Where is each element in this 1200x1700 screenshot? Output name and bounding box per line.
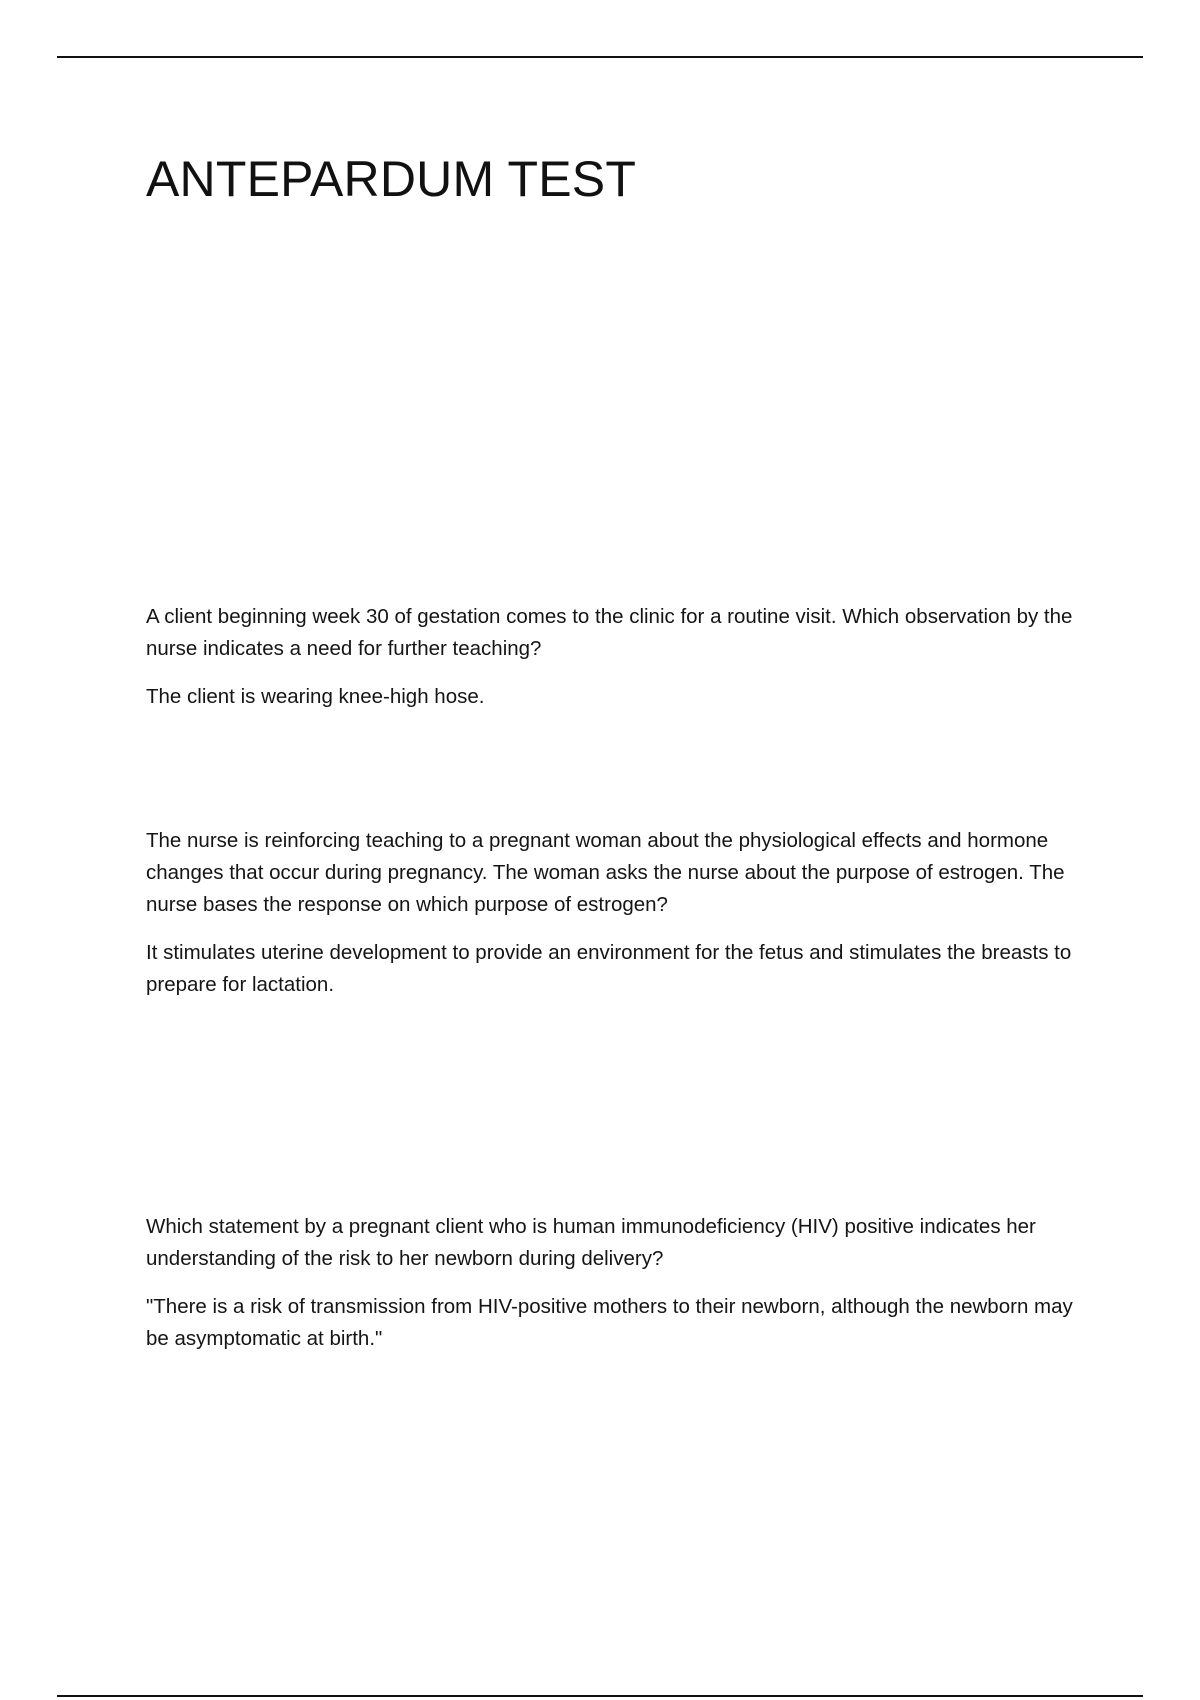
- question-text: A client beginning week 30 of gestation comes to the clinic for a routine visit. Which observation by the nurse indicates a need for further teaching?: [146, 605, 1073, 660]
- question-text: The nurse is reinforcing teaching to a pregnant woman about the physiological effects and hormone changes that occur during pregnancy. The woman asks the nurse about the purpose of estrogen. The nurse bases the response on which purpose of estrogen?: [146, 829, 1065, 916]
- bottom-divider: [57, 1695, 1143, 1697]
- page-title: ANTEPARDUM TEST: [146, 151, 637, 207]
- question-block: [146, 1211, 1086, 1355]
- answer-text: "There is a risk of transmission from HIV-positive mothers to their newborn, although the newborn may be asymptomatic at birth.": [146, 1295, 1073, 1350]
- answer-text: The client is wearing knee-high hose.: [146, 685, 485, 708]
- question-text: Which statement by a pregnant client who is human immunodeficiency (HIV) positive indicates her understanding of the risk to her newborn during delivery?: [146, 1215, 1036, 1270]
- answer-text: It stimulates uterine development to provide an environment for the fetus and stimulates the breasts to prepare for lactation.: [146, 941, 1072, 996]
- question-block: [146, 825, 1086, 1001]
- question-block: [146, 601, 1086, 713]
- top-divider: [57, 56, 1143, 58]
